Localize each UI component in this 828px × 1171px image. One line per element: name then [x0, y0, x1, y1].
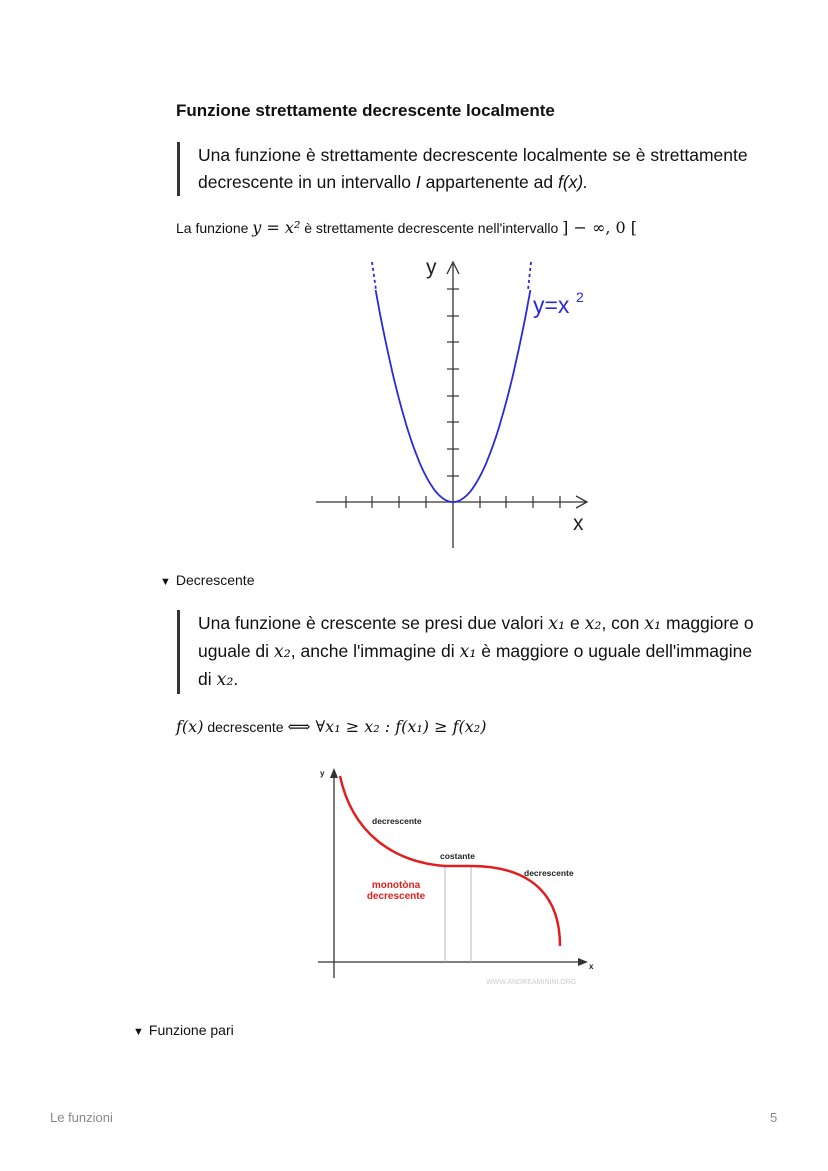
definition-quote [177, 142, 758, 196]
quote-text: Una funzione è strettamente decrescente localmente se è strettamente decrescente in un intervallo [198, 145, 748, 192]
label-decrescente-1: decrescente [372, 816, 422, 826]
x1-symbol: x₁ [548, 614, 566, 634]
example-mid: è strettamente decrescente nell'intervallo [300, 220, 563, 236]
example-interval: ] − ∞, 0 [ [562, 218, 637, 237]
parabola-graph [300, 250, 610, 550]
x-axis-label: x [589, 962, 594, 971]
toggle-label: Funzione pari [148, 1022, 234, 1038]
quote-text: Una funzione è crescente se presi due valori [198, 613, 549, 633]
x1-symbol: x₁ [459, 642, 477, 662]
section-heading: Funzione strettamente decrescente localmente [176, 101, 555, 120]
formula-word: decrescente [203, 719, 288, 735]
curve-label: y=x [533, 292, 570, 318]
watermark: WWW.ANDREAMININI.ORG [486, 979, 577, 986]
triangle-down-icon: ▼ [133, 1026, 144, 1038]
quote-text: maggiore o uguale di [198, 613, 754, 661]
x-axis-label: x [573, 512, 584, 535]
y-axis-label: y [320, 769, 325, 778]
toggle-label: Decrescente [175, 572, 255, 588]
quote-text: , anche l'immagine di [290, 641, 460, 661]
formula-condition: ⟺ ∀x₁ ≥ x₂ : f(x₁) ≥ f(x₂) [287, 717, 487, 736]
quote-text: . [233, 669, 239, 689]
curve-label-exponent: 2 [576, 289, 584, 305]
formula-fx: f(x) [176, 717, 204, 736]
x2-symbol: x₂ [216, 670, 234, 690]
y-axis-label: y [426, 256, 437, 279]
triangle-down-icon: ▼ [160, 576, 171, 588]
decreasing-curve [340, 776, 560, 946]
label-monotona: monotòna [371, 880, 421, 891]
x1-symbol: x₁ [644, 614, 662, 634]
interval-symbol: I [415, 172, 421, 192]
quote-text-2: appartenente ad [420, 172, 558, 192]
quote-text: , con [601, 613, 645, 633]
toggle-funzione-pari[interactable] [133, 1022, 234, 1038]
y-axis-arrow [330, 768, 338, 778]
decreasing-formula [176, 717, 486, 736]
label-decrescente-2: decrescente [524, 868, 574, 878]
example-prefix: La funzione [176, 220, 253, 236]
page-number: 5 [770, 1110, 778, 1125]
example-line [176, 218, 637, 237]
example-math: y = x² [252, 218, 301, 237]
label-costante: costante [440, 851, 475, 861]
x2-symbol: x₂ [273, 642, 291, 662]
x-axis-arrow [578, 958, 588, 966]
x2-symbol: x₂ [584, 614, 602, 634]
footer-title: Le funzioni [50, 1110, 113, 1125]
parabola-dash-left [372, 262, 376, 290]
quote-text: e [565, 613, 585, 633]
function-symbol: f(x). [557, 172, 589, 192]
decreasing-graph [312, 762, 608, 992]
decreasing-definition-quote [177, 610, 758, 694]
quote-text: è maggiore o uguale dell'immagine di [198, 641, 753, 689]
toggle-decrescente[interactable] [160, 572, 254, 588]
label-monotona-decrescente: decrescente [366, 891, 426, 902]
parabola-dash-right [528, 262, 531, 290]
